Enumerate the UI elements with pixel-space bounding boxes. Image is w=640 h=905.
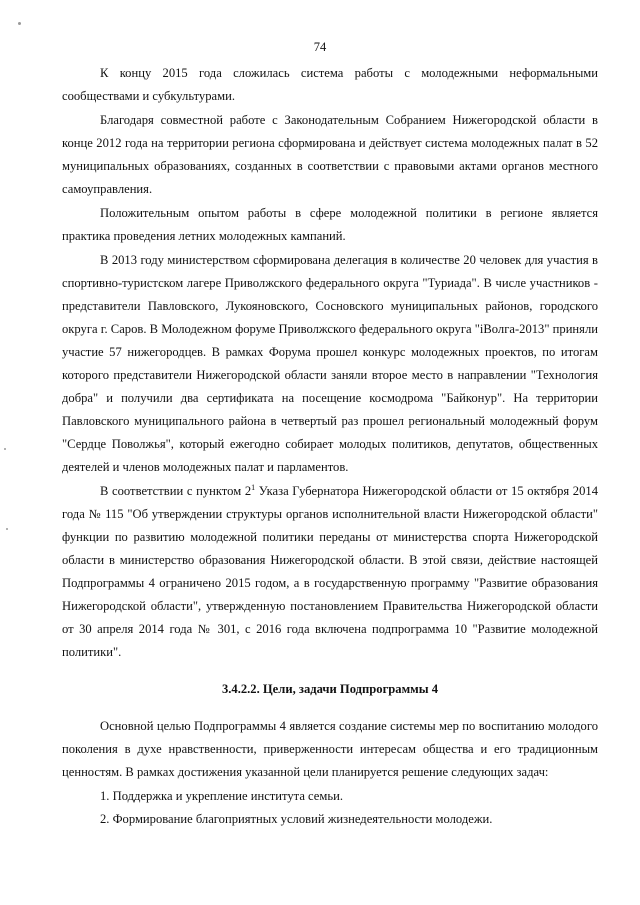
- section-heading: 3.4.2.2. Цели, задачи Подпрограммы 4: [221, 682, 439, 696]
- paragraph-informal-communities: К концу 2015 года сложилась система работы с молодежными неформальными сообществами и субкультурами.: [62, 66, 598, 103]
- paragraph-youth-chambers: Благодаря совместной работе с Законодательным Собранием Нижегородской области в конце 2012 года на территории региона сформирована и действует система молодежных палат в 52 муниципальных образованиях, созданных в соответствии с правовыми актами органов местного самоуправления.: [62, 113, 598, 196]
- section-intro: Основной целью Подпрограммы 4 является создание системы мер по воспитанию молодого поколения в духе нравственности, приверженности интересам общества и его традиционным ценностям. В рамках достижения указанной цели планируется решение следующих задач:: [62, 719, 598, 779]
- scan-speck: [18, 22, 21, 25]
- paragraph-decree: [62, 480, 598, 664]
- scan-speck: [6, 528, 8, 530]
- decree-superscript: 1: [251, 482, 256, 492]
- page-number: 74: [313, 40, 327, 54]
- task-item-1: 1. Поддержка и укрепление института семьи.: [100, 789, 343, 803]
- document-body: [62, 62, 598, 831]
- paragraph-delegation-2013: В 2013 году министерством сформирована делегация в количестве 20 человек для участия в спортивно-туристском лагере Приволжского федерального округа "Туриада". В числе участников - представители Павловского, Лукояновского, Сосновского муниципальных районов, городского округа г. Саров. В Молодежном форуме Приволжского федерального округа "iВолга-2013" приняли участие 57 нижегородцев. В рамках Форума прошел конкурс молодежных проектов, по итогам которого представители Нижегородской области заняли второе место в направлении "Технология добра" и получили два сертификата на посещение космодрома "Байконур". На территории Павловского муниципального района в четвертый раз прошел региональный молодежный форум "Сердце Поволжья", который ежегодно собирает молодых политиков, депутатов, общественных деятелей и членов молодежных палат и парламентов.: [62, 253, 598, 474]
- task-item-2: 2. Формирование благоприятных условий жизнедеятельности молодежи.: [100, 812, 493, 826]
- scan-speck: [4, 448, 6, 450]
- decree-text-before: В соответствии с пунктом 2: [100, 484, 252, 498]
- paragraph-summer-campaigns: Положительным опытом работы в сфере молодежной политики в регионе является практика проведения летних молодежных кампаний.: [62, 206, 598, 243]
- decree-text-after: Указа Губернатора Нижегородской области от 15 октября 2014 года № 115 "Об утверждении структуры органов исполнительной власти Нижегородской области" функции по развитию молодежной политики переданы от министерства спорта Нижегородской области в министерство образования Нижегородской области. В этой связи, действие настоящей Подпрограммы 4 ограничено 2015 годом, а в государственную программу "Развитие образования Нижегородской области", утвержденную постановлением Правительства Нижегородской области от 30 апреля 2014 года № 301, с 2016 года включена подпрограмма 10 "Развитие молодежной политики".: [62, 484, 598, 659]
